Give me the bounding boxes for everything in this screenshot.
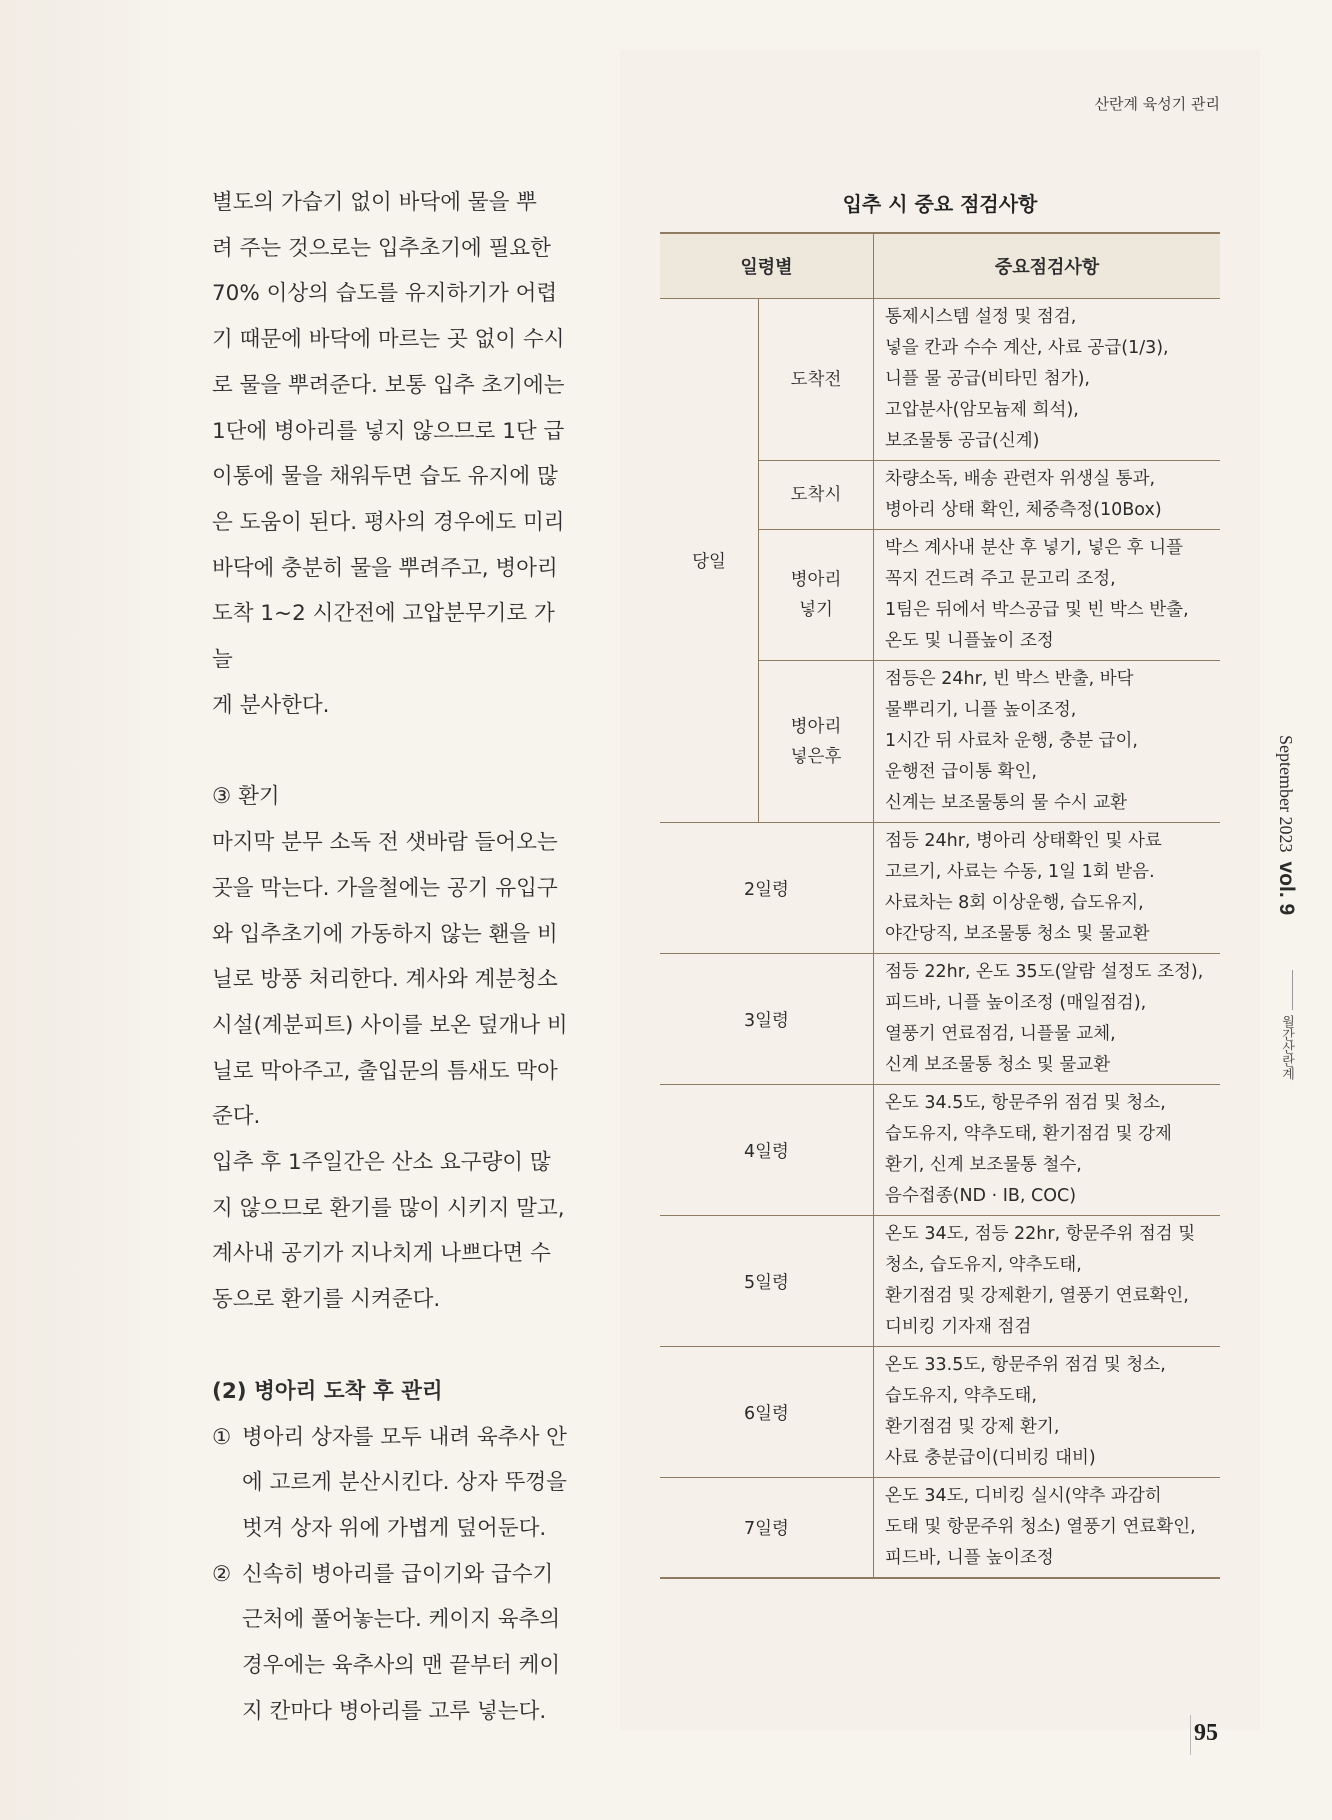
header-items: 중요점검사항 (874, 233, 1221, 299)
items-cell: 점등은 24hr, 빈 박스 반출, 바닥 물뿌리기, 니플 높이조정, 1시간 뒤 사료차 운행, 충분 급이, 운행전 급이통 확인, 신계는 보조물통의 물 수시 교환 (874, 661, 1221, 823)
page-number: 95 (1194, 1720, 1218, 1746)
age-cell: 3일령 (660, 954, 874, 1085)
age-cell: 6일령 (660, 1347, 874, 1478)
table-row (660, 954, 1220, 1085)
age-cell: 5일령 (660, 1216, 874, 1347)
paragraph-humidity: 별도의 가습기 없이 바닥에 물을 뿌 려 주는 것으로는 입추초기에 필요한 70% 이상의 습도를 유지하기가 어렵 기 때문에 바닥에 마르는 곳 없이 수시 로 물을 뿌려준다. 보통 입추 초기에는 1단에 병아리를 넣지 않으므로 1단 급 이통에 물을 채워두면 습도 유지에 많 은 도움이 된다. 평사의 경우에도 미리 바닥에 충분히 물을 뿌려주고, 병아리 도착 1~2 시간전에 고압분무기로 가늘 게 분사한다. (212, 190, 565, 718)
paragraph-oxygen: 입추 후 1주일간은 산소 요구량이 많 지 않으므로 환기를 많이 시키지 말고, 계사내 공기가 지나치게 나쁘다면 수 동으로 환기를 시켜준다. (212, 1150, 565, 1313)
items-cell: 온도 33.5도, 항문주위 점검 및 청소, 습도유지, 약추도태, 환기점검 및 강제 환기, 사료 충분급이(디비킹 대비) (874, 1347, 1221, 1478)
table-row (660, 823, 1220, 954)
table-title: 입추 시 중요 점검사항 (842, 192, 1038, 216)
age-cell: 4일령 (660, 1085, 874, 1216)
list-item-text: 신속히 병아리를 급이기와 급수기 근처에 풀어놓는다. 케이지 육추의 경우에는 육추사의 맨 끝부터 케이 지 칸마다 병아리를 고루 넣는다. (242, 1561, 561, 1724)
page-number-rule (1190, 1715, 1191, 1755)
items-cell: 통제시스템 설정 및 점검, 넣을 칸과 수수 계산, 사료 공급(1/3), 니플 물 공급(비타민 첨가), 고압분사(암모늄제 희석), 보조물통 공급(신계) (874, 299, 1221, 461)
table-row (660, 299, 1220, 461)
phase-cell: 도착전 (759, 299, 874, 461)
side-divider (1292, 970, 1293, 1010)
paragraph-ventilation: 마지막 분무 소독 전 샛바람 들어오는 곳을 막는다. 가을철에는 공기 유입구 와 입추초기에 가동하지 않는 홴을 비 닐로 방풍 처리한다. 계사와 계분청소 시설(계분피트) 사이를 보온 덮개나 비 닐로 막아주고, 출입문의 틈새도 막아 준다. (212, 830, 568, 1130)
left-decoration (0, 0, 190, 1820)
issue-label (1274, 735, 1298, 915)
magazine-name: 월간산란계 (1279, 1015, 1294, 1080)
phase-cell: 병아리 넣기 (759, 530, 874, 661)
items-cell: 온도 34.5도, 항문주위 점검 및 청소, 습도유지, 약추도태, 환기점검 및 강제 환기, 신계 보조물통 철수, 음수접종(ND · IB, COC) (874, 1085, 1221, 1216)
side-tab (1262, 735, 1322, 995)
month-year: September 2023 (1276, 735, 1296, 853)
items-cell: 온도 34도, 디비킹 실시(약추 과감히 도태 및 항문주위 청소) 열풍기 연료확인, 피드바, 니플 높이조정 (874, 1478, 1221, 1579)
section-heading: (2) 병아리 도착 후 관리 (212, 1378, 443, 1404)
age-cell: 7일령 (660, 1478, 874, 1579)
items-cell: 점등 22hr, 온도 35도(알람 설정도 조정), 피드바, 니플 높이조정 (매일점검), 열풍기 연료점검, 니플물 교체, 신계 보조물통 청소 및 물교환 (874, 954, 1221, 1085)
list-item-number: ② (212, 1561, 232, 1587)
items-cell: 온도 34도, 점등 22hr, 항문주위 점검 및 청소, 습도유지, 약추도태, 환기점검 및 강제환기, 열풍기 연료확인, 디비킹 기자재 점검 (874, 1216, 1221, 1347)
day0-label: 당일 (660, 299, 759, 823)
items-cell: 차량소독, 배송 관련자 위생실 통과, 병아리 상태 확인, 체중측정(10Box) (874, 461, 1221, 530)
table-row (660, 1216, 1220, 1347)
phase-cell: 병아리 넣은후 (759, 661, 874, 823)
items-cell: 박스 계사내 분산 후 넣기, 넣은 후 니플 꼭지 건드려 주고 문고리 조정, 1팀은 뒤에서 박스공급 및 빈 박스 반출, 온도 및 니플높이 조정 (874, 530, 1221, 661)
ventilation-heading: ③ 환기 (212, 784, 280, 810)
list-item-text: 병아리 상자를 모두 내려 육추사 안 에 고르게 분산시킨다. 상자 뚜껑을 벗겨 상자 위에 가볍게 덮어둔다. (242, 1424, 567, 1541)
volume: vol. 9 (1275, 861, 1298, 916)
running-title: 산란계 육성기 관리 (1094, 95, 1220, 113)
header-age: 일령별 (660, 233, 874, 299)
age-cell: 2일령 (660, 823, 874, 954)
table-row (660, 1347, 1220, 1478)
items-cell: 점등 24hr, 병아리 상태확인 및 사료 고르기, 사료는 수동, 1일 1회 받음. 사료차는 8회 이상운행, 습도유지, 야간당직, 보조물통 청소 및 물교환 (874, 823, 1221, 954)
list-item (212, 1415, 572, 1552)
table-header-row (660, 233, 1220, 299)
checklist-table (660, 232, 1220, 1579)
table-row (660, 1085, 1220, 1216)
left-text-column (212, 180, 572, 1735)
list-item (212, 1552, 572, 1735)
phase-cell: 도착시 (759, 461, 874, 530)
list-item-number: ① (212, 1424, 232, 1450)
table-row (660, 1478, 1220, 1579)
